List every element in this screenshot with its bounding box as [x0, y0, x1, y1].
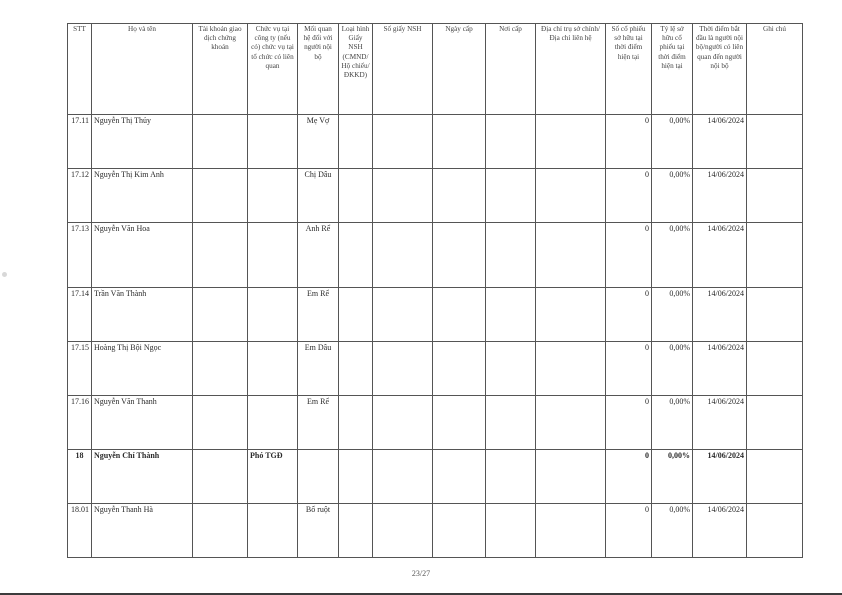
row-start-date: 14/06/2024 — [693, 450, 747, 504]
row-position — [248, 288, 298, 342]
row-stt: 17.11 — [68, 115, 92, 169]
row-start-date: 14/06/2024 — [693, 223, 747, 288]
row-address — [536, 223, 606, 288]
row-id-type — [339, 223, 373, 288]
row-name: Nguyễn Văn Thanh — [92, 396, 193, 450]
row-stt: 17.16 — [68, 396, 92, 450]
row-issue-place — [486, 450, 536, 504]
row-address — [536, 450, 606, 504]
row-account — [193, 223, 248, 288]
row-account — [193, 169, 248, 223]
row-start-date: 14/06/2024 — [693, 288, 747, 342]
header-id-number: Số giấy NSH — [373, 24, 433, 115]
row-position — [248, 504, 298, 558]
row-notes — [747, 115, 803, 169]
row-start-date: 14/06/2024 — [693, 504, 747, 558]
row-account — [193, 288, 248, 342]
row-id-number — [373, 396, 433, 450]
row-id-type — [339, 504, 373, 558]
row-notes — [747, 342, 803, 396]
insider-table — [67, 23, 803, 558]
row-name: Hoàng Thị Bội Ngọc — [92, 342, 193, 396]
row-shares: 0 — [606, 450, 652, 504]
row-name: Nguyễn Chí Thành — [92, 450, 193, 504]
row-issue-place — [486, 342, 536, 396]
header-issue-date: Ngày cấp — [433, 24, 486, 115]
row-shares: 0 — [606, 169, 652, 223]
row-shares: 0 — [606, 396, 652, 450]
row-ownership-pct: 0,00% — [652, 115, 693, 169]
row-relation — [298, 450, 339, 504]
row-id-number — [373, 450, 433, 504]
row-stt: 17.13 — [68, 223, 92, 288]
row-ownership-pct: 0,00% — [652, 223, 693, 288]
row-shares: 0 — [606, 504, 652, 558]
row-address — [536, 504, 606, 558]
row-position — [248, 115, 298, 169]
row-id-type — [339, 342, 373, 396]
header-issue-place: Nơi cấp — [486, 24, 536, 115]
row-name: Nguyễn Thị Kim Anh — [92, 169, 193, 223]
table-row — [68, 342, 803, 396]
header-notes: Ghi chú — [747, 24, 803, 115]
header-start-date: Thời điểm bắt đầu là người nội bộ/người có liên quan đến người nội bộ — [693, 24, 747, 115]
row-ownership-pct: 0,00% — [652, 396, 693, 450]
row-id-type — [339, 450, 373, 504]
row-position — [248, 396, 298, 450]
row-notes — [747, 396, 803, 450]
row-shares: 0 — [606, 288, 652, 342]
row-ownership-pct: 0,00% — [652, 169, 693, 223]
header-relation: Mối quan hệ đối với người nội bộ — [298, 24, 339, 115]
row-notes — [747, 223, 803, 288]
table-row — [68, 223, 803, 288]
row-issue-date — [433, 396, 486, 450]
header-id-type: Loại hình Giấy NSH (CMND/ Hộ chiếu/ ĐKKD) — [339, 24, 373, 115]
row-start-date: 14/06/2024 — [693, 396, 747, 450]
header-name: Họ và tên — [92, 24, 193, 115]
table-row — [68, 169, 803, 223]
row-position — [248, 169, 298, 223]
row-issue-date — [433, 504, 486, 558]
row-relation: Em Rể — [298, 288, 339, 342]
row-ownership-pct: 0,00% — [652, 504, 693, 558]
row-address — [536, 115, 606, 169]
row-start-date: 14/06/2024 — [693, 342, 747, 396]
row-address — [536, 288, 606, 342]
row-relation: Chị Dâu — [298, 169, 339, 223]
row-id-number — [373, 288, 433, 342]
header-account: Tài khoản giao dịch chứng khoán — [193, 24, 248, 115]
header-shares: Số cổ phiếu sở hữu tại thời điểm hiện tại — [606, 24, 652, 115]
row-ownership-pct: 0,00% — [652, 288, 693, 342]
row-notes — [747, 504, 803, 558]
row-address — [536, 169, 606, 223]
row-position: Phó TGĐ — [248, 450, 298, 504]
row-notes — [747, 169, 803, 223]
header-stt: STT — [68, 24, 92, 115]
row-stt: 18 — [68, 450, 92, 504]
row-relation: Bố ruột — [298, 504, 339, 558]
row-start-date: 14/06/2024 — [693, 115, 747, 169]
row-account — [193, 396, 248, 450]
row-id-type — [339, 288, 373, 342]
header-ownership-pct: Tỷ lệ sở hữu cổ phiếu tại thời điểm hiện tại — [652, 24, 693, 115]
row-issue-place — [486, 223, 536, 288]
row-issue-date — [433, 169, 486, 223]
table-header-row — [68, 24, 803, 115]
row-notes — [747, 450, 803, 504]
row-id-type — [339, 169, 373, 223]
row-address — [536, 342, 606, 396]
row-name: Nguyễn Văn Hoa — [92, 223, 193, 288]
row-name: Nguyễn Thanh Hà — [92, 504, 193, 558]
row-stt: 17.12 — [68, 169, 92, 223]
row-account — [193, 342, 248, 396]
row-issue-place — [486, 288, 536, 342]
row-stt: 18.01 — [68, 504, 92, 558]
page-number: 23/27 — [411, 569, 431, 578]
row-account — [193, 115, 248, 169]
row-notes — [747, 288, 803, 342]
row-id-number — [373, 115, 433, 169]
table-row — [68, 115, 803, 169]
row-issue-place — [486, 396, 536, 450]
row-shares: 0 — [606, 115, 652, 169]
row-id-number — [373, 169, 433, 223]
row-start-date: 14/06/2024 — [693, 169, 747, 223]
table-row — [68, 396, 803, 450]
row-position — [248, 223, 298, 288]
row-issue-place — [486, 169, 536, 223]
row-id-number — [373, 504, 433, 558]
row-account — [193, 450, 248, 504]
row-id-type — [339, 396, 373, 450]
row-stt: 17.14 — [68, 288, 92, 342]
row-issue-date — [433, 288, 486, 342]
scan-speck — [2, 272, 7, 277]
row-ownership-pct: 0,00% — [652, 450, 693, 504]
row-position — [248, 342, 298, 396]
row-relation: Anh Rể — [298, 223, 339, 288]
row-account — [193, 504, 248, 558]
row-issue-date — [433, 223, 486, 288]
row-shares: 0 — [606, 223, 652, 288]
row-id-number — [373, 342, 433, 396]
row-address — [536, 396, 606, 450]
row-issue-date — [433, 342, 486, 396]
row-issue-date — [433, 450, 486, 504]
row-name: Nguyễn Thị Thủy — [92, 115, 193, 169]
row-shares: 0 — [606, 342, 652, 396]
row-name: Trần Văn Thành — [92, 288, 193, 342]
row-relation: Mẹ Vợ — [298, 115, 339, 169]
row-stt: 17.15 — [68, 342, 92, 396]
row-id-type — [339, 115, 373, 169]
table-row — [68, 450, 803, 504]
row-issue-date — [433, 115, 486, 169]
row-relation: Em Dâu — [298, 342, 339, 396]
row-issue-place — [486, 504, 536, 558]
row-ownership-pct: 0,00% — [652, 342, 693, 396]
row-issue-place — [486, 115, 536, 169]
row-relation: Em Rể — [298, 396, 339, 450]
table-row — [68, 288, 803, 342]
table-row — [68, 504, 803, 558]
header-address: Địa chỉ trụ sở chính/ Địa chỉ liên hệ — [536, 24, 606, 115]
row-id-number — [373, 223, 433, 288]
header-position: Chức vụ tại công ty (nếu có) chức vụ tại tổ chức có liên quan — [248, 24, 298, 115]
